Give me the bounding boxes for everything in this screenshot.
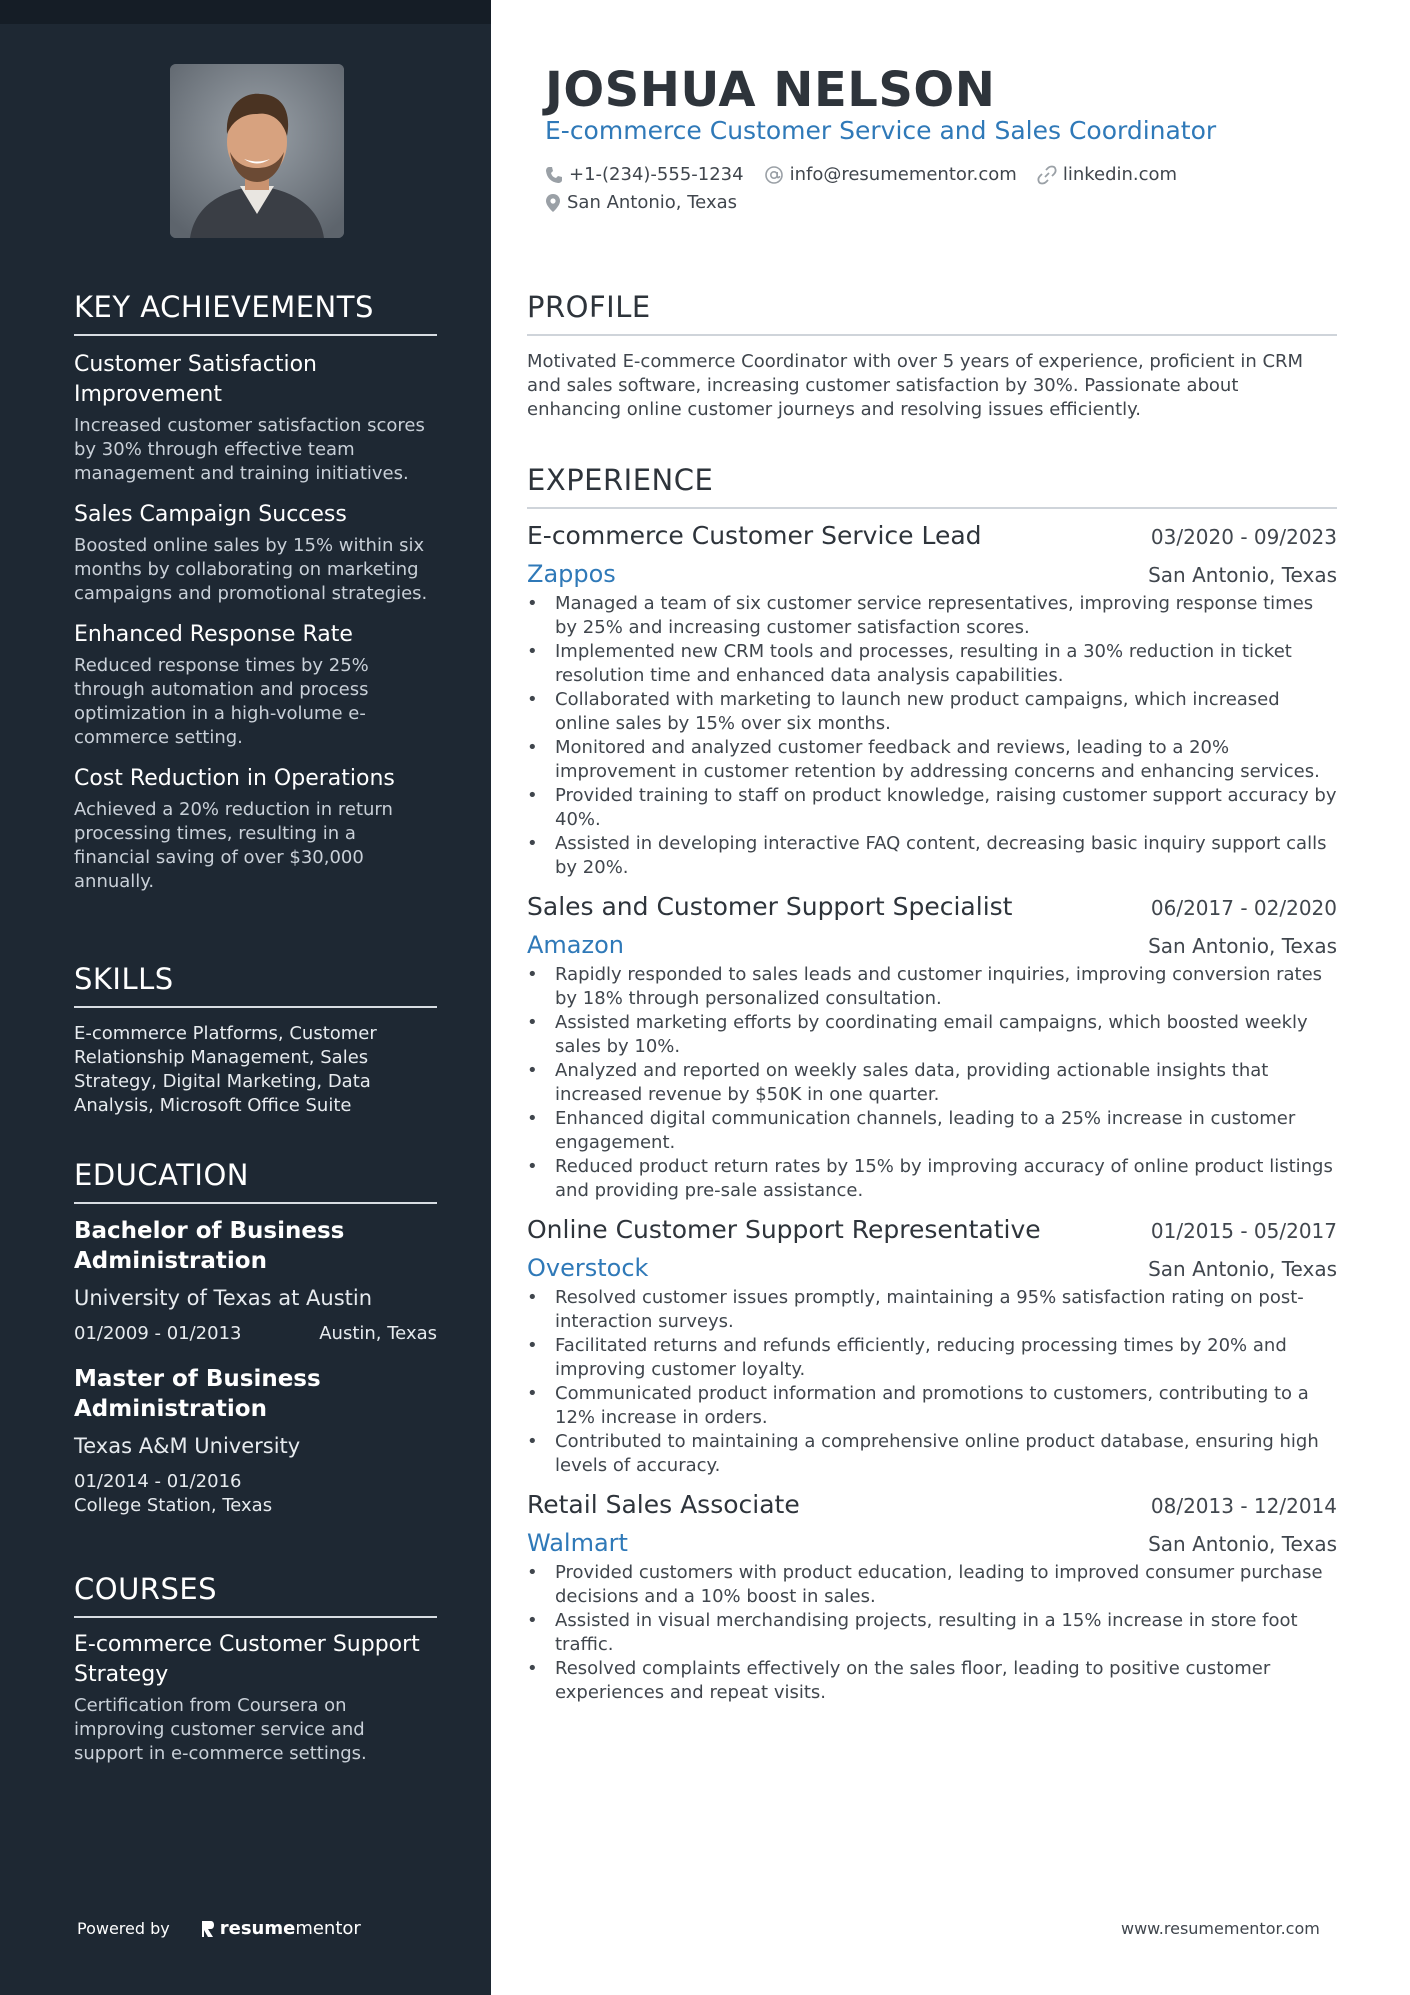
job-company: Overstock xyxy=(527,1254,649,1282)
achievements-heading: KEY ACHIEVEMENTS xyxy=(74,290,437,336)
education-school: University of Texas at Austin xyxy=(74,1286,373,1310)
achievement-title: Cost Reduction in Operations xyxy=(74,766,395,791)
job-bullet: • Resolved complaints effectively on the sales floor, leading to positive customer experiences and repeat visits. xyxy=(527,1657,1337,1705)
profile-section xyxy=(527,290,1337,422)
job-bullets xyxy=(527,963,1337,1203)
education-meta xyxy=(74,1470,437,1518)
achievement-item xyxy=(74,500,437,606)
achievement-desc: Reduced response times by 25% through automation and process optimization in a high-volume e-commerce setting. xyxy=(74,655,369,748)
location-text: San Antonio, Texas xyxy=(567,192,737,213)
achievement-item xyxy=(74,350,437,486)
job-entry xyxy=(527,1215,1337,1478)
skills-section xyxy=(74,962,437,1118)
achievement-desc: Achieved a 20% reduction in return processing times, resulting in a financial saving of over $30,000 annually. xyxy=(74,799,393,892)
skills-text: E-commerce Platforms, Customer Relationship Management, Sales Strategy, Digital Marketing, Data Analysis, Microsoft Office Suite xyxy=(74,1023,377,1116)
job-location: San Antonio, Texas xyxy=(1148,563,1337,587)
job-dates: 06/2017 - 02/2020 xyxy=(1150,896,1337,920)
education-degree: Bachelor of Business Administration xyxy=(74,1218,345,1274)
education-item xyxy=(74,1364,437,1518)
achievement-title: Customer Satisfaction Improvement xyxy=(74,352,317,407)
education-school: Texas A&M University xyxy=(74,1434,301,1458)
education-dates: 01/2014 - 01/2016 xyxy=(74,1471,242,1492)
course-desc: Certification from Coursera on improving customer service and support in e-commerce settings. xyxy=(74,1695,367,1764)
courses-section xyxy=(74,1572,437,1766)
linkedin-text: linkedin.com xyxy=(1062,164,1178,185)
phone-text: +1-(234)-555-1234 xyxy=(569,164,744,185)
job-title: E-commerce Customer Service Lead xyxy=(527,521,982,550)
experience-section xyxy=(527,463,1337,1705)
education-meta xyxy=(74,1322,437,1346)
profile-photo-image xyxy=(170,64,344,238)
job-bullet: • Analyzed and reported on weekly sales data, providing actionable insights that increased revenue by $50K in one quarter. xyxy=(527,1059,1337,1107)
job-title: Retail Sales Associate xyxy=(527,1490,800,1519)
contact-email[interactable] xyxy=(764,164,1017,185)
brand-name-bold: resume xyxy=(219,1918,296,1939)
job-company: Walmart xyxy=(527,1529,628,1557)
brand-logo[interactable] xyxy=(200,1918,361,1939)
job-bullet: • Provided training to staff on product knowledge, raising customer support accuracy by 40%. xyxy=(527,784,1337,832)
job-dates: 03/2020 - 09/2023 xyxy=(1150,525,1337,549)
link-icon xyxy=(1037,165,1057,185)
sidebar-top-strip xyxy=(0,0,491,24)
job-bullet: • Provided customers with product education, leading to improved consumer purchase decisions and a 10% boost in sales. xyxy=(527,1561,1337,1609)
brand-logo-icon xyxy=(200,1919,216,1939)
job-bullet: • Monitored and analyzed customer feedback and reviews, leading to a 20% improvement in customer retention by addressing concerns and enhancing services. xyxy=(527,736,1337,784)
experience-heading: EXPERIENCE xyxy=(527,463,1337,509)
job-dates: 08/2013 - 12/2014 xyxy=(1150,1494,1337,1518)
job-dates: 01/2015 - 05/2017 xyxy=(1150,1219,1337,1243)
email-text: info@resumementor.com xyxy=(789,164,1017,185)
job-bullets xyxy=(527,592,1337,880)
courses-heading: COURSES xyxy=(74,1572,437,1618)
candidate-name: JOSHUA NELSON xyxy=(545,62,996,118)
education-location: Austin, Texas xyxy=(319,1323,437,1344)
job-bullet: • Contributed to maintaining a comprehensive online product database, ensuring high levels of accuracy. xyxy=(527,1430,1337,1478)
job-bullet: • Rapidly responded to sales leads and customer inquiries, improving conversion rates by 18% through personalized consultation. xyxy=(527,963,1337,1011)
contact-phone[interactable] xyxy=(545,164,744,185)
contact-row xyxy=(545,164,1197,185)
footer-url[interactable]: www.resumementor.com xyxy=(1121,1919,1320,1938)
contact-row-2 xyxy=(545,192,757,213)
education-item xyxy=(74,1216,437,1346)
job-entry xyxy=(527,521,1337,880)
achievement-item xyxy=(74,620,437,750)
sidebar xyxy=(0,0,491,1995)
job-bullet: • Managed a team of six customer service representatives, improving response times by 25% and increasing customer satisfaction scores. xyxy=(527,592,1337,640)
job-company: Amazon xyxy=(527,931,624,959)
at-icon xyxy=(764,165,784,185)
brand-name-light: mentor xyxy=(295,1918,361,1939)
course-title: E-commerce Customer Support Strategy xyxy=(74,1632,420,1687)
job-location: San Antonio, Texas xyxy=(1148,934,1337,958)
job-bullet: • Assisted in developing interactive FAQ content, decreasing basic inquiry support calls by 20%. xyxy=(527,832,1337,880)
job-location: San Antonio, Texas xyxy=(1148,1257,1337,1281)
education-degree: Master of Business Administration xyxy=(74,1366,321,1422)
location-pin-icon xyxy=(545,193,561,213)
achievement-title: Enhanced Response Rate xyxy=(74,622,353,647)
contact-linkedin[interactable] xyxy=(1037,164,1177,185)
education-section xyxy=(74,1158,437,1518)
job-bullet: • Assisted marketing efforts by coordinating email campaigns, which boosted weekly sales by 10%. xyxy=(527,1011,1337,1059)
job-bullet: • Collaborated with marketing to launch new product campaigns, which increased online sales by 15% over six months. xyxy=(527,688,1337,736)
achievement-desc: Increased customer satisfaction scores by 30% through effective team management and training initiatives. xyxy=(74,415,425,484)
powered-by-label: Powered by xyxy=(77,1919,170,1938)
education-heading: EDUCATION xyxy=(74,1158,437,1204)
achievement-item xyxy=(74,764,437,894)
job-bullets xyxy=(527,1286,1337,1478)
job-bullet: • Enhanced digital communication channels, leading to a 25% increase in customer engagement. xyxy=(527,1107,1337,1155)
education-location: College Station, Texas xyxy=(74,1495,273,1516)
education-dates: 01/2009 - 01/2013 xyxy=(74,1323,242,1344)
powered-by xyxy=(77,1918,361,1939)
contact-location xyxy=(545,192,737,213)
job-bullet: • Facilitated returns and refunds efficiently, reducing processing times by 20% and improving customer loyalty. xyxy=(527,1334,1337,1382)
job-company: Zappos xyxy=(527,560,616,588)
job-entry xyxy=(527,892,1337,1203)
candidate-title: E-commerce Customer Service and Sales Coordinator xyxy=(545,116,1217,145)
job-bullets xyxy=(527,1561,1337,1705)
job-bullet: • Resolved customer issues promptly, maintaining a 95% satisfaction rating on post-interaction surveys. xyxy=(527,1286,1337,1334)
profile-heading: PROFILE xyxy=(527,290,1337,336)
profile-photo xyxy=(170,64,344,238)
achievement-desc: Boosted online sales by 15% within six months by collaborating on marketing campaigns and promotional strategies. xyxy=(74,535,428,604)
job-entry xyxy=(527,1490,1337,1705)
job-title: Online Customer Support Representative xyxy=(527,1215,1041,1244)
achievements-section xyxy=(74,290,437,894)
achievement-title: Sales Campaign Success xyxy=(74,502,347,527)
phone-icon xyxy=(545,166,563,184)
course-item xyxy=(74,1630,437,1766)
job-bullet: • Communicated product information and promotions to customers, contributing to a 12% increase in orders. xyxy=(527,1382,1337,1430)
job-title: Sales and Customer Support Specialist xyxy=(527,892,1013,921)
job-bullet: • Reduced product return rates by 15% by improving accuracy of online product listings and providing pre-sale assistance. xyxy=(527,1155,1337,1203)
profile-text: Motivated E-commerce Coordinator with over 5 years of experience, proficient in CRM and sales software, increasing customer satisfaction by 30%. Passionate about enhancing online customer journeys and resolving issues efficiently. xyxy=(527,351,1304,420)
skills-heading: SKILLS xyxy=(74,962,437,1008)
job-bullet: • Implemented new CRM tools and processes, resulting in a 30% reduction in ticket resolution time and enhanced data analysis capabilities. xyxy=(527,640,1337,688)
job-location: San Antonio, Texas xyxy=(1148,1532,1337,1556)
job-bullet: • Assisted in visual merchandising projects, resulting in a 15% increase in store foot traffic. xyxy=(527,1609,1337,1657)
